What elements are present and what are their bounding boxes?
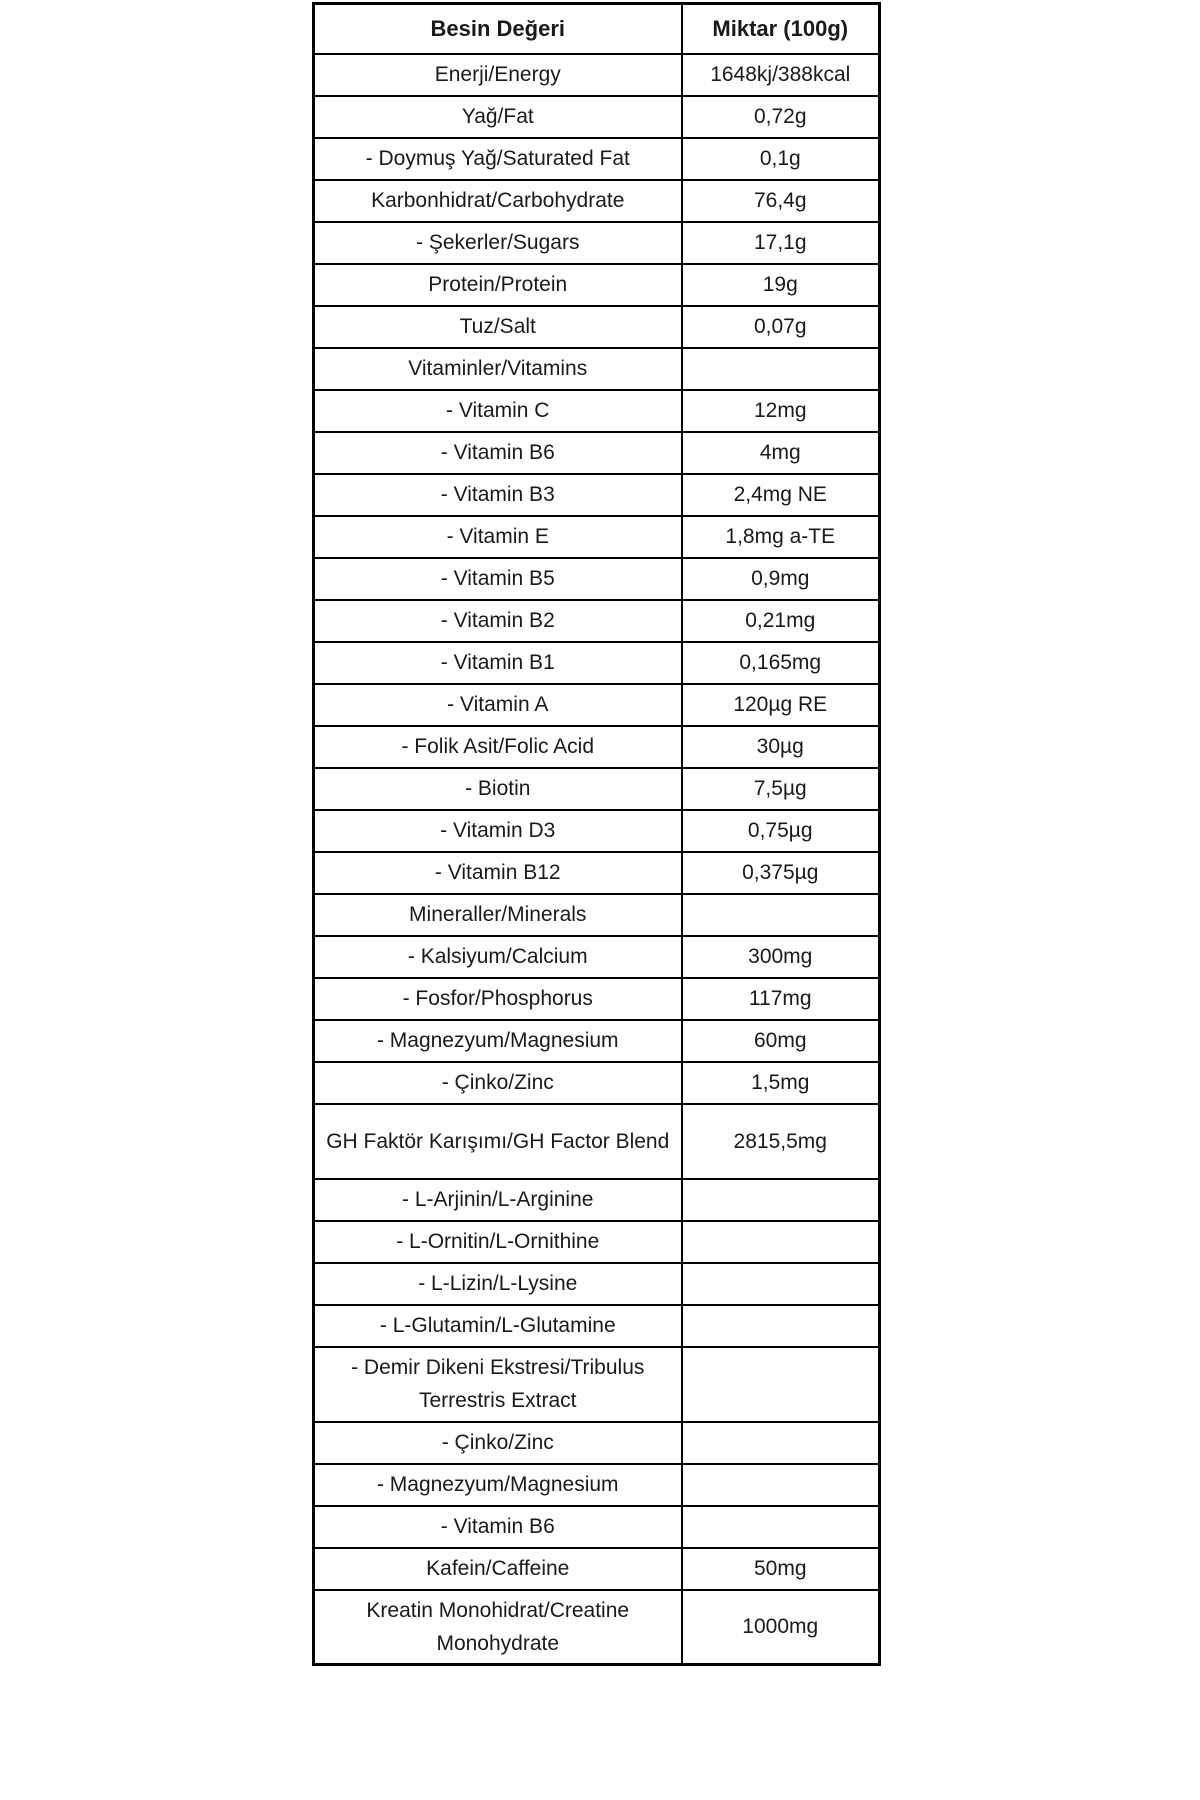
nutrient-amount	[682, 894, 880, 936]
nutrient-amount: 12mg	[682, 390, 880, 432]
nutrient-name: - Çinko/Zinc	[314, 1422, 682, 1464]
table-row	[314, 1590, 880, 1665]
table-body	[314, 54, 880, 1665]
nutrient-name: Karbonhidrat/Carbohydrate	[314, 180, 682, 222]
nutrient-amount: 4mg	[682, 432, 880, 474]
nutrient-amount: 76,4g	[682, 180, 880, 222]
table-row	[314, 1221, 880, 1263]
nutrient-name: - Vitamin B3	[314, 474, 682, 516]
table-row	[314, 558, 880, 600]
nutrient-name: - Doymuş Yağ/Saturated Fat	[314, 138, 682, 180]
nutrient-name: Mineraller/Minerals	[314, 894, 682, 936]
table-row	[314, 348, 880, 390]
nutrient-name: - Vitamin A	[314, 684, 682, 726]
table-row	[314, 222, 880, 264]
nutrient-amount: 50mg	[682, 1548, 880, 1590]
nutrient-name: - Fosfor/Phosphorus	[314, 978, 682, 1020]
nutrient-name: - Folik Asit/Folic Acid	[314, 726, 682, 768]
nutrient-amount	[682, 1422, 880, 1464]
table-row	[314, 432, 880, 474]
nutrient-amount: 1000mg	[682, 1590, 880, 1665]
nutrient-name: Kafein/Caffeine	[314, 1548, 682, 1590]
nutrient-name: - Vitamin D3	[314, 810, 682, 852]
nutrient-amount: 0,07g	[682, 306, 880, 348]
table-row	[314, 1422, 880, 1464]
table-row	[314, 1020, 880, 1062]
nutrient-name: - L-Ornitin/L-Ornithine	[314, 1221, 682, 1263]
table-row	[314, 474, 880, 516]
table-row	[314, 1104, 880, 1179]
nutrient-name: - Vitamin E	[314, 516, 682, 558]
nutrient-amount	[682, 348, 880, 390]
nutrient-amount: 19g	[682, 264, 880, 306]
table-row	[314, 1263, 880, 1305]
nutrient-name: - Kalsiyum/Calcium	[314, 936, 682, 978]
table-row	[314, 852, 880, 894]
nutrient-amount: 0,9mg	[682, 558, 880, 600]
nutrient-name: Protein/Protein	[314, 264, 682, 306]
table-row	[314, 1347, 880, 1422]
nutrient-name: - Vitamin B6	[314, 1506, 682, 1548]
nutrient-name: Kreatin Monohidrat/Creatine Monohydrate	[314, 1590, 682, 1665]
nutrient-name: GH Faktör Karışımı/GH Factor Blend	[314, 1104, 682, 1179]
nutrient-name: Vitaminler/Vitamins	[314, 348, 682, 390]
nutrient-amount: 0,165mg	[682, 642, 880, 684]
nutrient-amount: 120µg RE	[682, 684, 880, 726]
nutrient-amount: 300mg	[682, 936, 880, 978]
nutrient-amount: 1,5mg	[682, 1062, 880, 1104]
nutrient-amount	[682, 1305, 880, 1347]
nutrient-amount	[682, 1221, 880, 1263]
nutrient-name: - Vitamin B12	[314, 852, 682, 894]
table-row	[314, 1464, 880, 1506]
table-row	[314, 96, 880, 138]
header-row	[314, 4, 880, 54]
table-row	[314, 936, 880, 978]
table-row	[314, 810, 880, 852]
table-row	[314, 600, 880, 642]
nutrient-amount: 0,75µg	[682, 810, 880, 852]
nutrient-name: - Vitamin B6	[314, 432, 682, 474]
nutrient-name: - Çinko/Zinc	[314, 1062, 682, 1104]
table-row	[314, 768, 880, 810]
nutrient-name: - Vitamin B2	[314, 600, 682, 642]
nutrient-name: - Demir Dikeni Ekstresi/Tribulus Terrestris Extract	[314, 1347, 682, 1422]
nutrient-name: Enerji/Energy	[314, 54, 682, 96]
table-row	[314, 1506, 880, 1548]
nutrient-name: - Vitamin B5	[314, 558, 682, 600]
nutrient-name: - L-Glutamin/L-Glutamine	[314, 1305, 682, 1347]
nutrient-amount	[682, 1506, 880, 1548]
table-row	[314, 894, 880, 936]
table-row	[314, 1305, 880, 1347]
table-header	[314, 4, 880, 54]
nutrient-amount: 2815,5mg	[682, 1104, 880, 1179]
table-row	[314, 306, 880, 348]
header-amount: Miktar (100g)	[682, 4, 880, 54]
nutrient-name: - Magnezyum/Magnesium	[314, 1020, 682, 1062]
nutrient-amount	[682, 1263, 880, 1305]
table-row	[314, 138, 880, 180]
nutrient-amount: 117mg	[682, 978, 880, 1020]
nutrient-amount: 1648kj/388kcal	[682, 54, 880, 96]
nutrient-name: Tuz/Salt	[314, 306, 682, 348]
table-row	[314, 1179, 880, 1221]
table-row	[314, 390, 880, 432]
nutrient-amount: 1,8mg a-TE	[682, 516, 880, 558]
nutrient-name: Yağ/Fat	[314, 96, 682, 138]
table-row	[314, 180, 880, 222]
nutrient-amount	[682, 1179, 880, 1221]
nutrient-amount: 0,375µg	[682, 852, 880, 894]
table-row	[314, 516, 880, 558]
nutrient-name: - L-Lizin/L-Lysine	[314, 1263, 682, 1305]
nutrient-name: - Vitamin B1	[314, 642, 682, 684]
nutrient-amount	[682, 1347, 880, 1422]
nutrient-amount: 0,1g	[682, 138, 880, 180]
table-row	[314, 642, 880, 684]
nutrient-amount	[682, 1464, 880, 1506]
nutrient-amount: 30µg	[682, 726, 880, 768]
nutrient-amount: 0,21mg	[682, 600, 880, 642]
nutrient-amount: 60mg	[682, 1020, 880, 1062]
nutrient-name: - Magnezyum/Magnesium	[314, 1464, 682, 1506]
table-row	[314, 54, 880, 96]
table-row	[314, 1062, 880, 1104]
nutrient-name: - L-Arjinin/L-Arginine	[314, 1179, 682, 1221]
table-row	[314, 1548, 880, 1590]
table-row	[314, 264, 880, 306]
table-row	[314, 978, 880, 1020]
nutrient-amount: 2,4mg NE	[682, 474, 880, 516]
table-row	[314, 684, 880, 726]
nutrient-amount: 17,1g	[682, 222, 880, 264]
nutrition-table	[312, 2, 881, 1666]
table-row	[314, 726, 880, 768]
nutrient-amount: 0,72g	[682, 96, 880, 138]
header-nutrient: Besin Değeri	[314, 4, 682, 54]
nutrient-name: - Şekerler/Sugars	[314, 222, 682, 264]
nutrient-name: - Vitamin C	[314, 390, 682, 432]
nutrient-amount: 7,5µg	[682, 768, 880, 810]
nutrient-name: - Biotin	[314, 768, 682, 810]
